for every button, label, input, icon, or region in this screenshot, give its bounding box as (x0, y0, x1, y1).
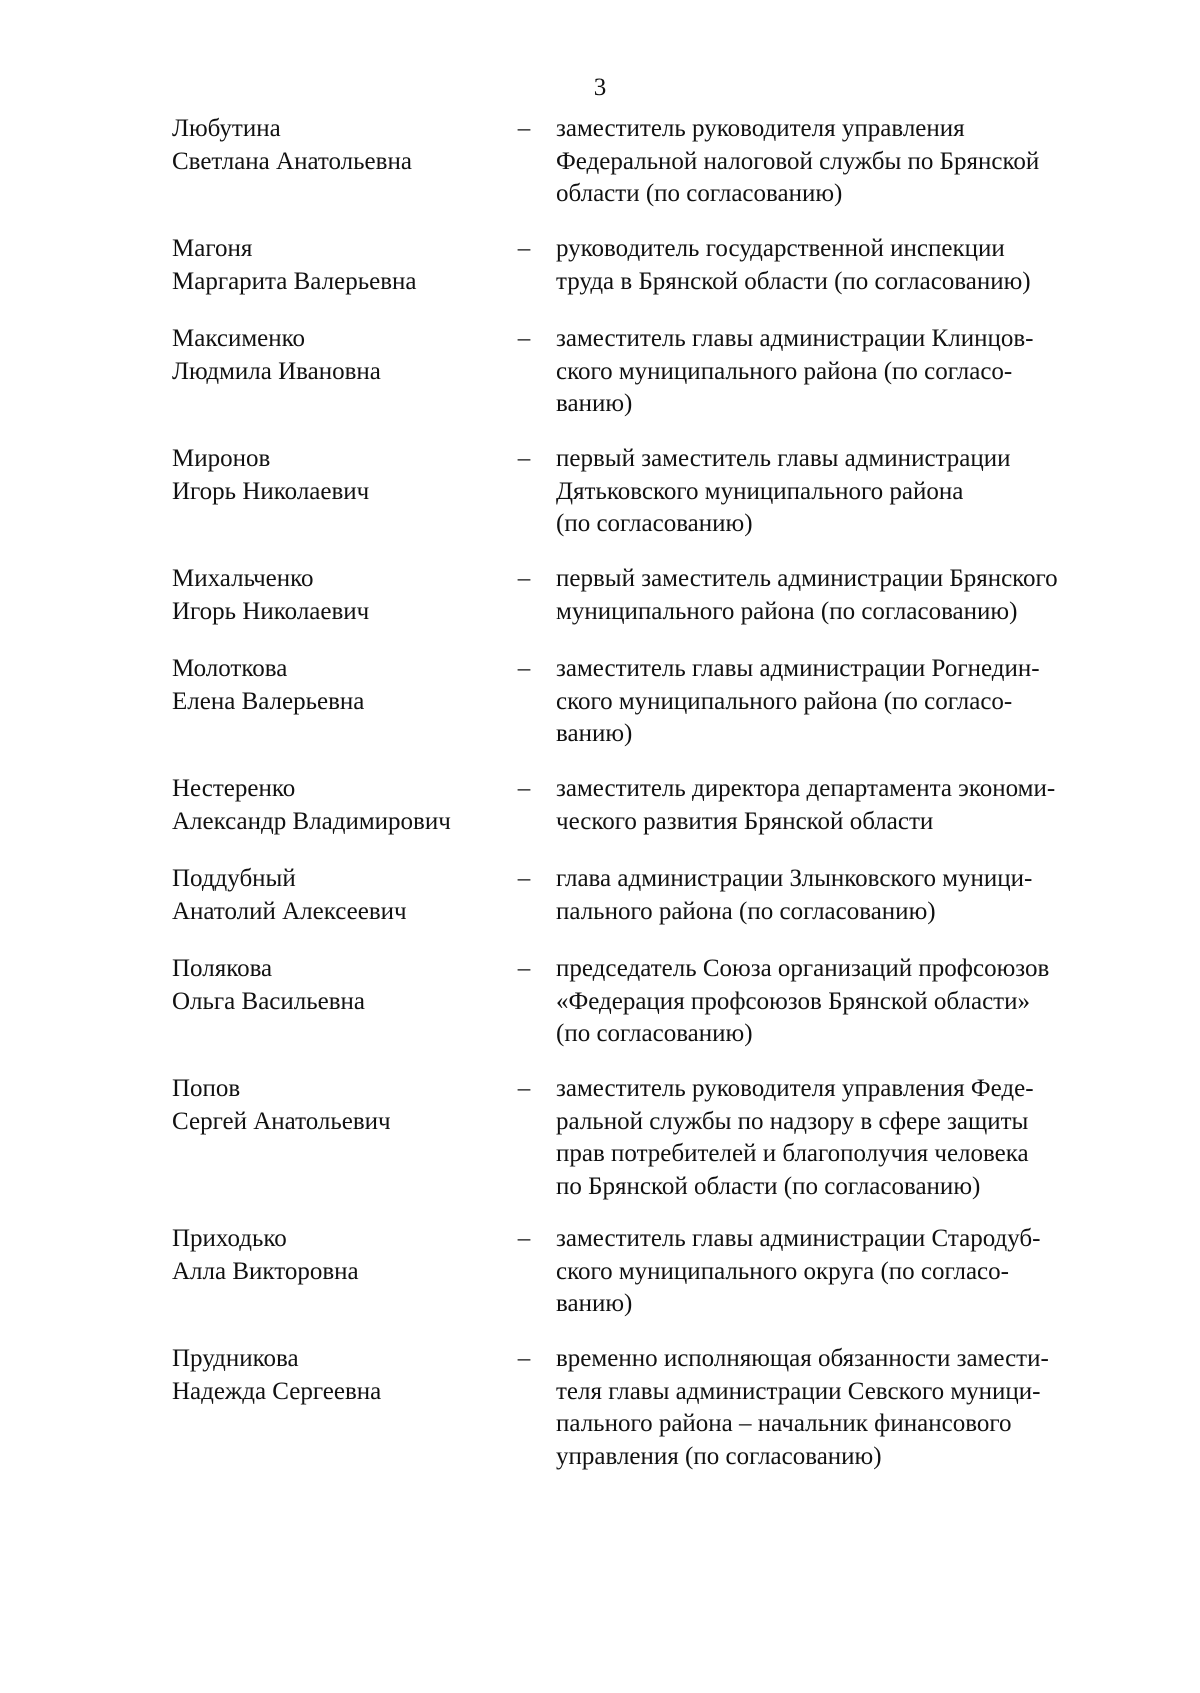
role-line: Дятьковского муниципального района (556, 477, 964, 505)
role-line: заместитель директора департамента экономи- (556, 775, 1056, 802)
dash-separator: – (517, 655, 531, 682)
member-role (556, 863, 1146, 928)
member-name (172, 1223, 512, 1288)
member-given-name: Сергей Анатольевич (172, 1107, 391, 1135)
member-role (556, 113, 1146, 211)
member-role (556, 953, 1146, 1051)
member-given-name: Елена Валерьевна (172, 687, 365, 715)
member-given-name: Людмила Ивановна (172, 357, 381, 385)
role-line: заместитель главы администрации Клинцов- (556, 325, 1034, 352)
role-line: труда в Брянской области (по согласованию) (556, 267, 1031, 295)
member-surname: Полякова (172, 955, 273, 982)
role-line: заместитель главы администрации Рогнедин- (556, 655, 1040, 682)
member-role (556, 653, 1146, 751)
page-number: 3 (593, 74, 607, 101)
role-line: руководитель государственной инспекции (556, 235, 1005, 262)
role-line: заместитель руководителя управления Феде- (556, 1075, 1034, 1102)
role-line: пального района (по согласованию) (556, 897, 936, 925)
member-surname: Магоня (172, 235, 253, 262)
member-given-name: Надежда Сергеевна (172, 1377, 382, 1405)
member-name (172, 443, 512, 508)
role-line: ванию) (556, 1290, 633, 1317)
member-given-name: Анатолий Алексеевич (172, 897, 407, 925)
member-name (172, 233, 512, 298)
member-surname: Любутина (172, 115, 281, 142)
member-given-name: Александр Владимирович (172, 807, 451, 835)
member-given-name: Игорь Николаевич (172, 477, 370, 505)
member-role (556, 323, 1146, 421)
member-name (172, 653, 512, 718)
member-name (172, 563, 512, 628)
role-line: (по согласованию) (556, 1020, 753, 1047)
role-line: ральной службы по надзору в сфере защиты (556, 1107, 1029, 1135)
dash-separator: – (517, 445, 531, 472)
dash-separator: – (517, 325, 531, 352)
dash-separator: – (517, 565, 531, 592)
role-line: председатель Союза организаций профсоюзов (556, 955, 1050, 982)
member-name (172, 1343, 512, 1408)
member-name (172, 953, 512, 1018)
role-line: заместитель руководителя управления (556, 115, 965, 142)
role-line: прав потребителей и благополучия человека (556, 1140, 1029, 1167)
role-line: Федеральной налоговой службы по Брянской (556, 147, 1040, 175)
role-line: первый заместитель администрации Брянского (556, 565, 1058, 592)
role-line: первый заместитель главы администрации (556, 445, 1011, 472)
dash-separator: – (517, 1345, 531, 1372)
member-role (556, 563, 1146, 628)
dash-separator: – (517, 1075, 531, 1102)
member-given-name: Маргарита Валерьевна (172, 267, 417, 295)
role-line: заместитель главы администрации Стародуб- (556, 1225, 1041, 1252)
member-name (172, 323, 512, 388)
member-given-name: Игорь Николаевич (172, 597, 370, 625)
member-role (556, 773, 1146, 838)
role-line: ванию) (556, 390, 633, 417)
member-name (172, 863, 512, 928)
dash-separator: – (517, 865, 531, 892)
role-line: ского муниципального округа (по согласо- (556, 1257, 1009, 1285)
dash-separator: – (517, 235, 531, 262)
member-surname: Поддубный (172, 865, 296, 892)
member-given-name: Ольга Васильевна (172, 987, 366, 1015)
member-given-name: Алла Викторовна (172, 1257, 359, 1285)
dash-separator: – (517, 775, 531, 802)
member-surname: Максименко (172, 325, 305, 352)
role-line: глава администрации Злынковского муници- (556, 865, 1033, 892)
role-line: теля главы администрации Севского муници- (556, 1377, 1041, 1405)
member-surname: Прудникова (172, 1345, 299, 1372)
member-surname: Миронов (172, 445, 271, 472)
member-role (556, 1073, 1146, 1203)
role-line: ванию) (556, 720, 633, 747)
dash-separator: – (517, 955, 531, 982)
member-name (172, 113, 512, 178)
role-line: «Федерация профсоюзов Брянской области» (556, 987, 1030, 1015)
role-line: управления (по согласованию) (556, 1442, 882, 1470)
member-role (556, 1223, 1146, 1321)
member-surname: Михальченко (172, 565, 314, 592)
role-line: (по согласованию) (556, 510, 753, 537)
member-name (172, 1073, 512, 1138)
dash-separator: – (517, 115, 531, 142)
role-line: ского муниципального района (по согласо- (556, 687, 1013, 715)
role-line: ческого развития Брянской области (556, 807, 934, 835)
member-surname: Попов (172, 1075, 241, 1102)
member-given-name: Светлана Анатольевна (172, 147, 412, 175)
role-line: пального района – начальник финансового (556, 1410, 1012, 1437)
member-role (556, 1343, 1146, 1473)
member-role (556, 233, 1146, 298)
role-line: ского муниципального района (по согласо- (556, 357, 1013, 385)
member-surname: Молоткова (172, 655, 288, 682)
role-line: области (по согласованию) (556, 180, 843, 207)
member-surname: Приходько (172, 1225, 287, 1252)
member-role (556, 443, 1146, 541)
dash-separator: – (517, 1225, 531, 1252)
role-line: по Брянской области (по согласованию) (556, 1172, 981, 1200)
member-name (172, 773, 512, 838)
role-line: временно исполняющая обязанности замести- (556, 1345, 1049, 1372)
role-line: муниципального района (по согласованию) (556, 597, 1018, 625)
member-surname: Нестеренко (172, 775, 296, 802)
